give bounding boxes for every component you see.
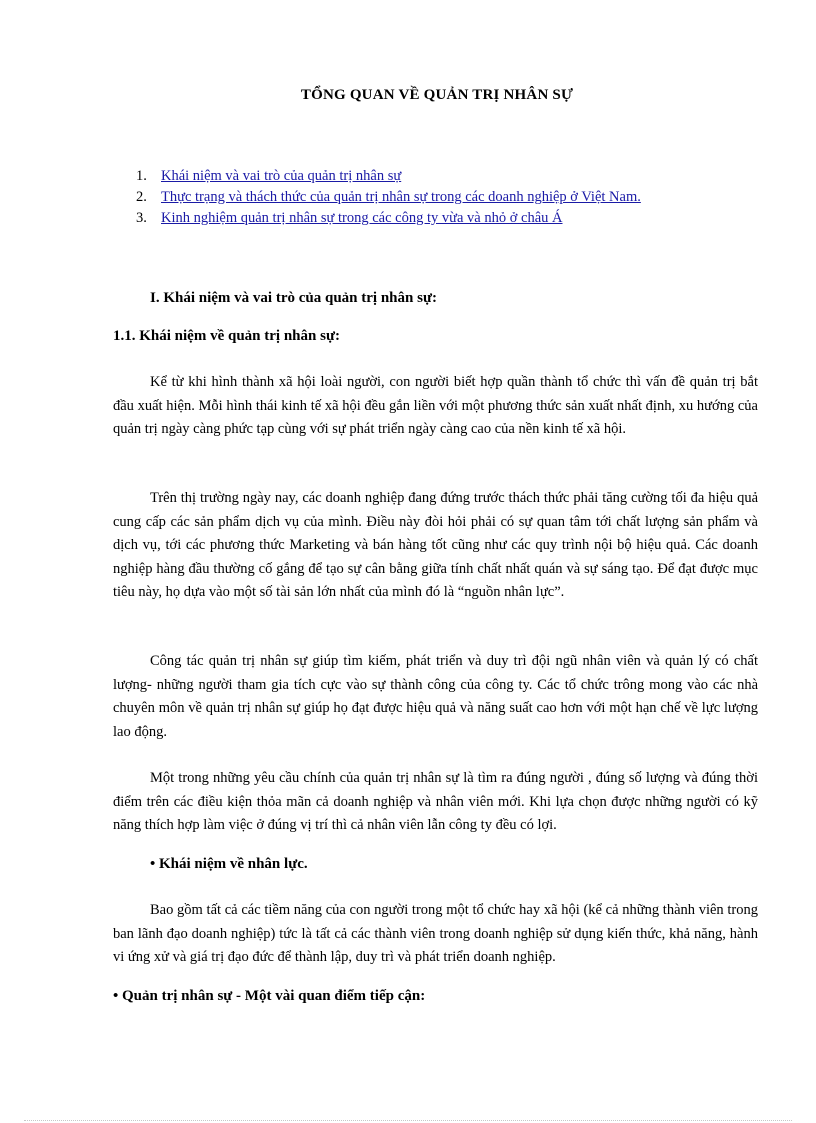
body-paragraph: Một trong những yêu cầu chính của quản trị nhân sự là tìm ra đúng người , đúng số lượng và đúng thời điểm trên các điều kiện thỏa mãn cả doanh nghiệp và nhân viên mới. Khi lựa chọn được những người có kỹ năng thích hợp làm việc ở đúng vị trí thì cả nhân viên lẫn công ty đều có lợi. <box>113 770 758 833</box>
bullet-heading: • Khái niệm về nhân lực. <box>150 856 308 872</box>
page-bottom-divider <box>24 1120 792 1121</box>
toc-item <box>136 166 756 187</box>
table-of-contents <box>136 166 756 229</box>
document-title: TỔNG QUAN VỀ QUẢN TRỊ NHÂN SỰ <box>300 87 574 103</box>
toc-link[interactable]: Kinh nghiệm quản trị nhân sự trong các công ty vừa và nhỏ ở châu Á <box>161 210 563 226</box>
toc-link[interactable]: Khái niệm và vai trò của quản trị nhân sự <box>161 168 402 184</box>
toc-link[interactable]: Thực trạng và thách thức của quản trị nhân sự trong các doanh nghiệp ở Việt Nam. <box>161 189 641 205</box>
toc-number: 3. <box>136 210 147 226</box>
toc-number: 2. <box>136 189 147 205</box>
bullet-heading: • Quản trị nhân sự - Một vài quan điểm tiếp cận: <box>113 988 426 1004</box>
body-paragraph: Trên thị trường ngày nay, các doanh nghiệp đang đứng trước thách thức phải tăng cường tối đa hiệu quả cung cấp các sản phẩm dịch vụ của mình. Điều này đòi hỏi phải có sự quan tâm tới chất lượng sản phẩm và dịch vụ, tới các phương thức Marketing và bán hàng tốt cũng như các quy trình nội bộ hiệu quả. Các doanh nghiệp hàng đầu thường cố gắng để tạo sự cân bằng giữa tính chất nhất quán và sự sáng tạo. Để đạt được mục tiêu này, họ dựa vào một số tài sản lớn nhất của mình đó là “nguồn nhân lực”. <box>113 490 758 600</box>
body-paragraph: Công tác quản trị nhân sự giúp tìm kiếm, phát triển và duy trì đội ngũ nhân viên và quản lý có chất lượng- những người tham gia tích cực vào sự thành công của công ty. Các tổ chức trông mong vào các nhà chuyên môn về quản trị nhân sự giúp họ đạt được hiệu quả và năng suất cao hơn với một hạn chế về lực lượng lao động. <box>113 653 758 740</box>
toc-item <box>136 187 756 208</box>
section-heading: I. Khái niệm và vai trò của quản trị nhân sự: <box>150 290 437 306</box>
toc-item <box>136 208 756 229</box>
subsection-heading: 1.1. Khái niệm về quản trị nhân sự: <box>113 328 340 344</box>
body-paragraph: Kể từ khi hình thành xã hội loài người, con người biết hợp quần thành tổ chức thì vấn đề quản trị bắt đầu xuất hiện. Mỗi hình thái kinh tế xã hội đều gắn liền với một phương thức sản xuất nhất định, xu hướng của quản trị ngày càng phức tạp cùng với sự phát triển ngày càng cao của nền kinh tế xã hội. <box>113 374 758 437</box>
toc-number: 1. <box>136 168 147 184</box>
body-paragraph: Bao gồm tất cả các tiềm năng của con người trong một tổ chức hay xã hội (kể cả những thành viên trong ban lãnh đạo doanh nghiệp) tức là tất cả các thành viên trong doanh nghiệp sử dụng kiến thức, khả năng, hành vi ứng xử và giá trị đạo đức để thành lập, duy trì và phát triển doanh nghiệp. <box>113 902 758 965</box>
